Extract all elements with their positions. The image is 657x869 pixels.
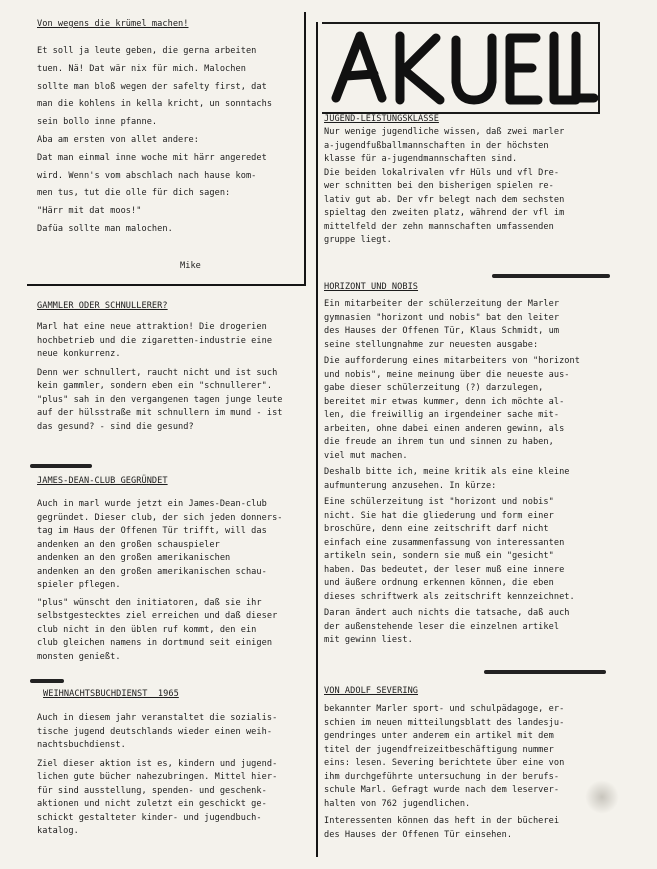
text-line: und äußere ordnung erkennen können, die eben — [324, 578, 554, 588]
text-line: kein gammler, sondern eben ein "schnullerer". — [37, 381, 273, 391]
severing-title: VON ADOLF SEVERING — [324, 686, 419, 696]
text-line: klasse für a-jugendmannschaften sind. — [324, 154, 518, 164]
text-line: men tus, tut die olle für dich sagen: — [37, 188, 231, 199]
text-line: Nur wenige jugendliche wissen, daß zwei marler — [324, 127, 565, 137]
horizont-body — [324, 298, 580, 648]
text-line: aktionen und nicht zuletzt ein geschickt ge- — [37, 799, 267, 809]
text-line: club nicht in den üblen ruf kommt, den ein — [37, 624, 257, 635]
text-line: Ziel dieser aktion ist es, kindern und jugend- — [37, 758, 278, 769]
text-line: bekannter Marler sport- und schulpädagoge, er- — [324, 704, 565, 714]
text-line: Interessenten können das heft in der bücherei — [324, 816, 560, 826]
text-line: arbeiten, ohne dabei einen anderen gewinn, als — [324, 423, 565, 434]
text-line: broschüre, denn eine zeitschrift darf nicht — [324, 524, 549, 534]
text-line: Ein mitarbeiter der schülerzeitung der Marler — [324, 299, 560, 309]
text-line: Die beiden lokalrivalen vfr Hüls und vfl Dre- — [324, 167, 560, 178]
text-line: Marl hat eine neue attraktion! Die drogerien — [37, 322, 267, 332]
text-line: schickt gestalteter kinder- und jugendbuch- — [37, 812, 262, 823]
text-line: Daran ändert auch nichts die tatsache, daß auch — [324, 608, 570, 618]
kruemel-signature: Mike — [180, 261, 201, 271]
jugend-body — [324, 126, 564, 248]
text-line: sollte man bloß wegen der safelty first, dat — [37, 81, 267, 92]
text-line: dieses schriftwerk als zeitschrift kennzeichnet. — [324, 591, 575, 602]
text-line: gendringes unter anderem ein artikel mit dem — [324, 731, 554, 741]
text-line: Deshalb bitte ich, meine kritik als eine kleine — [324, 467, 570, 477]
text-line: Die aufforderung eines mitarbeiters von "horizont — [324, 356, 580, 366]
box-border-right — [304, 12, 306, 286]
text-line: Eine schülerzeitung ist "horizont und nobis" — [324, 497, 554, 507]
text-line: sein bollo inne pfanne. — [37, 117, 158, 128]
text-line: nachtsbuchdienst. — [37, 740, 126, 750]
separator-bar — [492, 274, 610, 278]
text-line: des Hauses der Offenen Tür einsehen. — [324, 829, 513, 840]
text-line: halten von 762 jugendlichen. — [324, 798, 471, 809]
text-line: andenken an den großen schauspieler — [37, 539, 220, 550]
severing-body — [324, 703, 564, 842]
text-line: der außenstehende leser die einzelnen artikel — [324, 621, 560, 632]
text-line: Aba am ersten von allet andere: — [37, 134, 199, 145]
text-line: spieler pflegen. — [37, 580, 121, 590]
text-line: einfach eine zusammenfassung von interessanten — [324, 537, 565, 548]
text-line: für sind ausstellung, spenden- und geschenk- — [37, 785, 267, 796]
text-line: club gleichen namens in dortmund seit einigen — [37, 638, 273, 648]
text-line: schule Marl. Gefragt wurde nach dem leserver- — [324, 785, 560, 795]
text-line: artikeln sein, sondern sie muß ein "gesicht" — [324, 551, 554, 561]
text-line: ihm durchgeführte untersuchung in der berufs- — [324, 771, 560, 782]
text-line: das gesund? - sind die gesund? — [37, 421, 194, 432]
separator-bar — [30, 679, 64, 683]
text-line: "Härr mit dat moos!" — [37, 206, 142, 217]
text-line: bereitet mir etwas kummer, denn ich möchte al- — [324, 396, 565, 407]
masthead-logo — [330, 26, 600, 108]
column-divider — [316, 22, 318, 857]
gammler-title: GAMMLER ODER SCHNULLERER? — [37, 301, 168, 311]
text-line: "plus" wünscht den initiatoren, daß sie ihr — [37, 597, 262, 608]
text-line: selbstgestecktes ziel erreichen und daß dieser — [37, 611, 278, 621]
text-line: nicht. Sie hat die gliederung und form einer — [324, 510, 554, 521]
text-line: man die kohlens in kella kricht, un sonntachs — [37, 99, 273, 110]
text-line: schien im neuen mitteilungsblatt des landesju- — [324, 717, 565, 728]
text-line: andenken an den großen amerikanischen schau- — [37, 566, 267, 577]
text-line: lichen gute bücher nahezubringen. Mittel hier- — [37, 772, 278, 782]
gammler-body — [37, 321, 283, 434]
text-line: a-jugendfußballmannschaften in der höchsten — [324, 140, 549, 151]
text-line: Denn wer schnullert, raucht nicht und ist such — [37, 367, 278, 378]
text-line: mittelfeld der zehn mannschaften umfassenden — [324, 221, 554, 232]
kruemel-body — [37, 43, 272, 239]
text-line: titel der jugendfreizeitbeschäftigung nummer — [324, 744, 554, 755]
text-line: "plus" sah in den vergangenen tagen junge leute — [37, 394, 283, 405]
text-line: tag im Haus der Offenen Tür trifft, will das — [37, 526, 267, 536]
text-line: auf der hülsstraße mit schnullern im mund - ist — [37, 408, 283, 418]
horizont-title: HORIZONT UND NOBIS — [324, 282, 419, 292]
paper-stain — [585, 780, 619, 814]
text-line: haben. Das bedeutet, der leser muß eine innere — [324, 564, 565, 575]
text-line: gabe dieser schülerzeitung (?) darzulegen, — [324, 383, 544, 393]
text-line: tische jugend deutschlands wieder einen weih- — [37, 726, 273, 737]
text-line: Et soll ja leute geben, die gerna arbeiten — [37, 46, 257, 56]
text-line: mit gewinn liest. — [324, 635, 413, 645]
text-line: viel mut machen. — [324, 450, 408, 461]
jugend-title: JUGEND-LEISTUNGSKLASSE — [324, 114, 439, 124]
text-line: gruppe liegt. — [324, 235, 392, 245]
text-line: eins: lesen. Severing berichtete über eine von — [324, 758, 565, 768]
separator-bar — [30, 464, 92, 468]
text-line: wer schnitten bei den bisherigen spielen re- — [324, 181, 554, 191]
text-line: lativ gut ab. Der vfr belegt nach dem sechsten — [324, 194, 565, 205]
weihnacht-body — [37, 712, 277, 839]
text-line: katalog. — [37, 826, 79, 836]
weihnacht-title: WEIHNACHTSBUCHDIENST 1965 — [43, 689, 179, 699]
separator-bar — [484, 670, 606, 674]
jamesdean-body — [37, 498, 283, 664]
text-line: neue konkurrenz. — [37, 349, 121, 359]
box-border-bottom — [27, 284, 306, 286]
text-line: hochbetrieb und die zigaretten-industrie eine — [37, 335, 273, 346]
text-line: Auch in marl wurde jetzt ein James-Dean-club — [37, 499, 267, 509]
text-line: gymnasien "horizont und nobis" bat den leiter — [324, 312, 560, 323]
text-line: seine stellungnahme zur neuesten ausgabe: — [324, 339, 539, 350]
text-line: tuen. Nä! Dat wär nix für mich. Malochen — [37, 63, 246, 74]
text-line: spieltag den zweiten platz, während der vfl im — [324, 208, 565, 218]
text-line: gegründet. Dieser club, der sich jeden donners- — [37, 512, 283, 523]
text-line: wird. Wenn's vom abschlach nach hause kom- — [37, 170, 257, 181]
text-line: und nobis", meine meinung über die neueste aus- — [324, 369, 570, 380]
jamesdean-title: JAMES-DEAN-CLUB GEGRÜNDET — [37, 476, 168, 486]
text-line: des Hauses der Offenen Tür, Klaus Schmidt, um — [324, 326, 560, 336]
text-line: len, die freiwillig an irgendeiner sache mit- — [324, 410, 560, 420]
text-line: andenken an den großen amerikanischen — [37, 553, 231, 563]
text-line: aufmunterung anzusehen. In kürze: — [324, 480, 497, 491]
text-line: Dat man einmal inne woche mit härr angeredet — [37, 152, 267, 163]
text-line: Dafüa sollte man malochen. — [37, 223, 173, 234]
text-line: Auch in diesem jahr veranstaltet die sozialis- — [37, 713, 278, 723]
text-line: die freude an ihrem tun und sinnen zu haben, — [324, 437, 554, 447]
text-line: monsten genießt. — [37, 651, 121, 662]
kruemel-title: Von wegens die krümel machen! — [37, 19, 189, 29]
